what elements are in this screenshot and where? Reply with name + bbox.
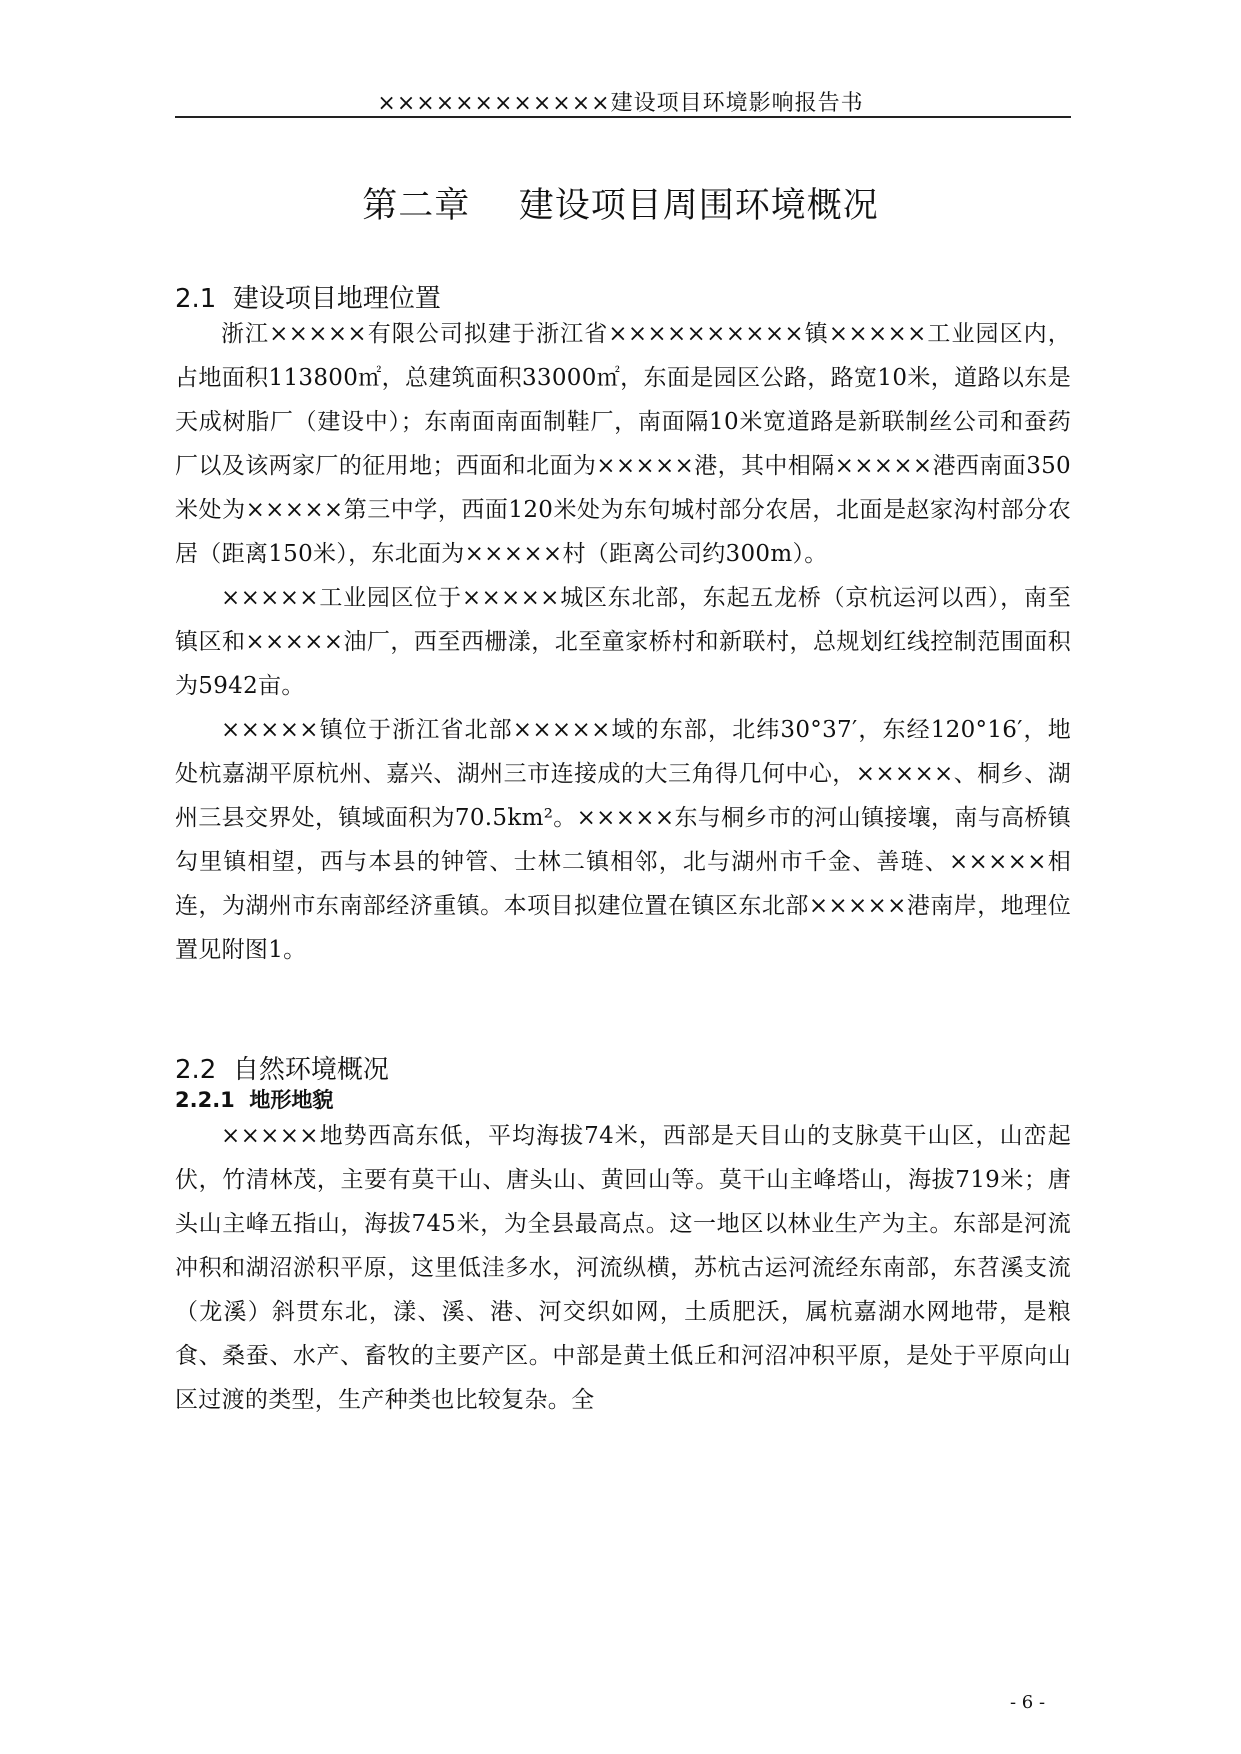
section-title-2-2: 2.2 自然环境概况 [175,1055,389,1085]
paragraph: 浙江×××××有限公司拟建于浙江省××××××××××镇×××××工业园区内，占地面积113800㎡，总建筑面积33000㎡，东面是园区公路，路宽10米，道路以东是天成树脂厂（建设中）；东南面南面制鞋厂，南面隔10米宽道路是新联制丝公司和蚕药厂以及该两家厂的征用地；西面和北面为×××××港，其中相隔×××××港西南面350米处为×××××第三中学，西面120米处为东句城村部分农居，北面是赵家沟村部分农居（距离150米），东北面为×××××村（距离公司约300m）。 [175,321,1071,567]
paragraph: ×××××地势西高东低，平均海拔74米，西部是天目山的支脉莫干山区，山峦起伏，竹清林茂，主要有莫干山、唐头山、黄回山等。莫干山主峰塔山，海拔719米；唐头山主峰五指山，海拔745米，为全县最高点。这一地区以林业生产为主。东部是河流冲积和湖沼淤积平原，这里低洼多水，河流纵横，苏杭古运河流经东南部，东苕溪支流（龙溪）斜贯东北，漾、溪、港、河交织如网，土质肥沃，属杭嘉湖水网地带，是粮食、桑蚕、水产、畜牧的主要产区。中部是黄土低丘和河沼冲积平原，是处于平原向山区过渡的类型，生产种类也比较复杂。全 [175,1123,1071,1413]
running-header: ××××××××××××建设项目环境影响报告书 [377,91,864,116]
section-2-1-body [175,312,1071,972]
header-divider [175,116,1071,118]
section-2-2-1-body [175,1114,1071,1422]
paragraph: ×××××工业园区位于×××××城区东北部，东起五龙桥（京杭运河以西），南至镇区和×××××油厂，西至西栅漾，北至童家桥村和新联村，总规划红线控制范围面积为5942亩。 [175,585,1071,699]
subsection-title-2-2-1: 2.2.1 地形地貌 [175,1088,334,1112]
page-number: - 6 - [1010,1692,1046,1713]
paragraph: ×××××镇位于浙江省北部×××××域的东部，北纬30°37′，东经120°16′，地处杭嘉湖平原杭州、嘉兴、湖州三市连接成的大三角得几何中心，×××××、桐乡、湖州三县交界处，镇域面积为70.5km²。×××××东与桐乡市的河山镇接壤，南与高桥镇勾里镇相望，西与本县的钟管、士林二镇相邻，北与湖州市千金、善琏、×××××相连，为湖州市东南部经济重镇。本项目拟建位置在镇区东北部×××××港南岸，地理位置见附图1。 [175,717,1071,963]
section-title-2-1: 2.1 建设项目地理位置 [175,284,441,314]
chapter-title: 第二章 建设项目周围环境概况 [362,186,879,226]
